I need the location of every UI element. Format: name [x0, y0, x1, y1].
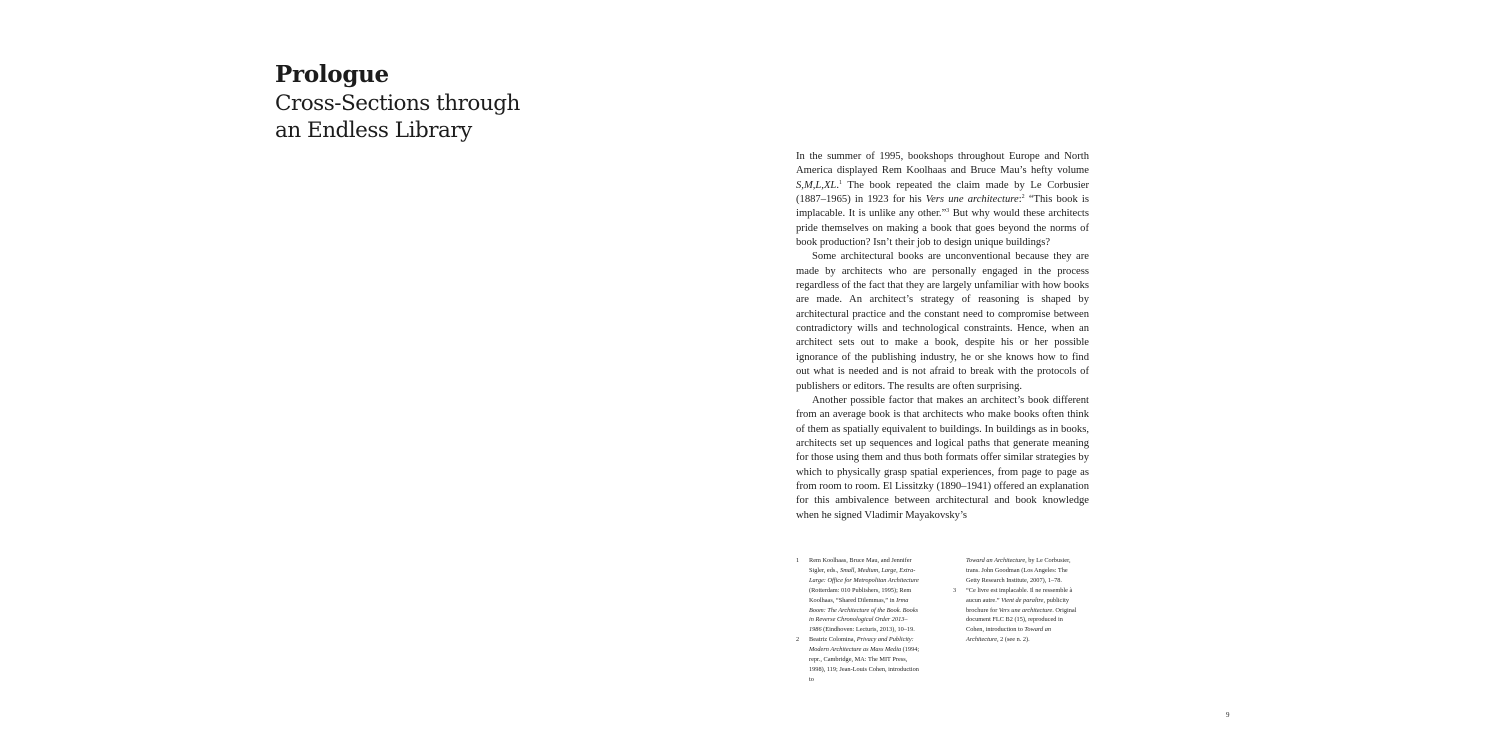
footnote-ref-1[interactable]: 1: [838, 179, 842, 186]
paragraph-2: Some architectural books are unconventional because they are made by architects who are personally engaged in the process regardless of the fact that they are largely unfamiliar with how books are made. An architect’s strategy of reasoning is shaped by architectural practice and the constant need to compromise between contradictory wills and technological constraints. Hence, when an architect sets out to make a book, despite his or her possible ignorance of the publishing industry, he or she knows how to find out what is needed and is not afraid to break with the protocols of publishers or editors. The results are often surprising.: [796, 251, 1089, 392]
footnote-number: 1: [796, 557, 800, 564]
footnotes-column-left: [796, 556, 920, 685]
footnote-2: 2 Beatriz Colomina, Privacy and Publicity: Modern Architecture as Mass Media (1994; repr., Cambridge, MA: The MIT Press, 1998), 119; Jean-Louis Cohen, introduction to: [796, 636, 920, 683]
footnote-3: 3 “Ce livre est implacable. Il ne ressemble à aucun autre.” Vient de paraître, publicity brochure for Vers une architecture. Original document FLC B2 (15), reproduced in Cohen, introduction to Toward an Architecture, 2 (see n. 2).: [953, 586, 1077, 644]
chapter-subtitle: [275, 90, 520, 144]
paragraph-3: Another possible factor that makes an architect’s book different from an average book is that architects who make books often think of them as spatially equivalent to buildings. In buildings as in books, architects set up sequences and logical paths that generate meaning for those using them and thus both formats offer similar strategies by which to physically grasp spatial experiences, from page to page as from room to room. El Lissitzky (1890–1941) offered an explanation for this ambivalence between architectural and book knowledge when he signed Vladimir Mayakovsky’s: [796, 394, 1089, 521]
chapter-heading: [275, 60, 520, 144]
main-text: [796, 150, 1089, 523]
footnotes-column-right: [953, 556, 1077, 645]
book-title-vers-une-architecture: Vers une architecture: [925, 194, 1019, 206]
footnote-number: 2: [796, 636, 800, 644]
chapter-title: Prologue: [275, 61, 389, 88]
paragraph-1: In the summer of 1995, bookshops throughout Europe and North America displayed Rem Koolhaas and Bruce Mau’s hefty volume S,M,L,XL.$^1$ The book repeated the claim made by Le Corbusier (1887–1965) in 1923 for his Vers une architecture:$^2$ “This book is implacable. It is unlike any other.”$^3$ But why would these architects pride themselves on making a book that goes beyond the norms of book production? Isn’t their job to design unique buildings?: [796, 151, 1089, 249]
footnote-ref-2[interactable]: 2: [1021, 194, 1025, 201]
footnote-1: 1 Rem Koolhaas, Bruce Mau, and Jennifer Sigler, eds., Small, Medium, Large, Extra-Large: Office for Metropolitan Architecture (Rotterdam: 010 Publishers, 1995); Rem Koolhaas, “Shared Dilemmas,” in Irma Boom: The Architecture of the Book. Books in Reverse Chronological Order 2013–1986 (Eindhoven: Lecturis, 2013), 10–19.: [796, 557, 919, 634]
page-number: 9: [1226, 711, 1230, 719]
book-title-sml-xl: S,M,L,XL: [796, 179, 837, 191]
footnote-2-continued: Toward an Architecture, by Le Corbusier, trans. John Goodman (Los Angeles: The Getty Research Institute, 2007), 1–78.: [966, 557, 1071, 584]
chapter-subtitle-line1: Cross-Sections through: [275, 91, 520, 116]
footnote-number: 3: [953, 586, 957, 594]
footnote-ref-3[interactable]: 3: [946, 208, 950, 215]
chapter-subtitle-line2: an Endless Library: [275, 118, 472, 143]
